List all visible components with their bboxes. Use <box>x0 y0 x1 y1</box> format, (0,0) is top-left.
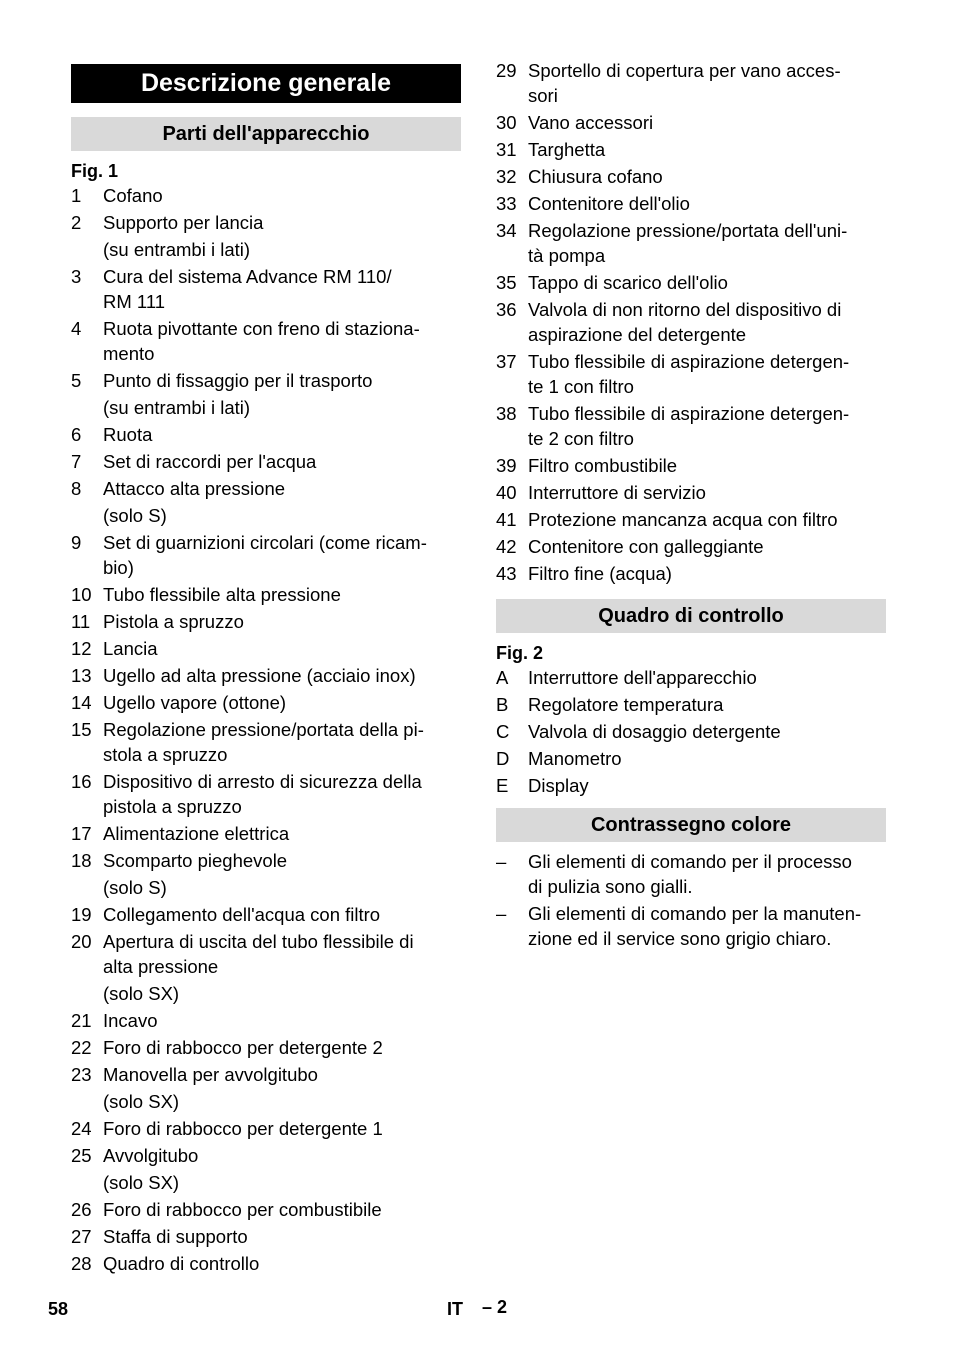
item-number: B <box>496 694 509 715</box>
item-number: 21 <box>71 1010 92 1031</box>
list-item <box>496 349 886 399</box>
parts-list-left <box>71 183 461 1278</box>
item-text: Contenitore dell'olio <box>528 193 690 214</box>
item-number: 7 <box>71 451 82 472</box>
item-text: Filtro combustibile <box>528 455 678 476</box>
item-number: 17 <box>71 823 92 844</box>
list-item <box>71 1089 461 1114</box>
item-number: 26 <box>71 1199 92 1220</box>
list-item <box>71 1224 461 1249</box>
item-text: Cofano <box>103 185 163 206</box>
item-text: Alimentazione elettrica <box>103 823 290 844</box>
list-item <box>496 453 886 478</box>
list-item <box>496 218 886 268</box>
list-item <box>71 264 461 314</box>
item-text: Tappo di scarico dell'olio <box>528 272 728 293</box>
item-number: 31 <box>496 139 517 160</box>
list-item <box>71 1008 461 1033</box>
item-number: 37 <box>496 351 517 372</box>
item-number: 20 <box>71 931 92 952</box>
list-item <box>71 690 461 715</box>
color-code-list <box>496 849 886 953</box>
list-item <box>496 773 886 798</box>
item-number: 16 <box>71 771 92 792</box>
item-number: 11 <box>71 611 91 632</box>
item-text: Lancia <box>103 638 158 659</box>
item-number: 6 <box>71 424 82 445</box>
item-number: – <box>496 851 507 872</box>
item-text: Regolatore temperatura <box>528 694 724 715</box>
section-heading-control-panel: Quadro di controllo <box>496 599 886 633</box>
item-text: Foro di rabbocco per detergente 2 <box>103 1037 383 1058</box>
list-item <box>71 449 461 474</box>
item-text: Quadro di controllo <box>103 1253 260 1274</box>
list-item <box>71 368 461 393</box>
item-text: Interruttore di servizio <box>528 482 706 503</box>
list-item <box>71 636 461 661</box>
list-item <box>71 1143 461 1168</box>
item-number: 4 <box>71 318 82 339</box>
item-text: Apertura di uscita del tubo flessibile di alta pressione <box>103 931 414 977</box>
list-item <box>496 58 886 108</box>
list-item <box>71 981 461 1006</box>
list-item <box>71 395 461 420</box>
list-item <box>496 270 886 295</box>
list-item <box>71 1035 461 1060</box>
item-text: Incavo <box>103 1010 158 1031</box>
list-item <box>71 929 461 979</box>
item-number: 1 <box>71 185 82 206</box>
list-item <box>71 717 461 767</box>
list-item <box>71 663 461 688</box>
item-text: Scomparto pieghevole <box>103 850 288 871</box>
item-text: Ruota pivottante con freno di staziona- mento <box>103 318 420 364</box>
list-item <box>71 769 461 819</box>
page-number: 58 <box>48 1299 69 1319</box>
item-text: Dispositivo di arresto di sicurezza della pistola a spruzzo <box>103 771 422 817</box>
item-text: (solo S) <box>103 505 167 526</box>
item-text: Set di raccordi per l'acqua <box>103 451 317 472</box>
figure-label-1: Fig. 1 <box>71 161 119 181</box>
section-heading-parts: Parti dell'apparecchio <box>71 117 461 151</box>
item-text: Display <box>528 775 589 796</box>
list-item <box>71 503 461 528</box>
item-number: 36 <box>496 299 517 320</box>
list-item <box>496 297 886 347</box>
item-number: 18 <box>71 850 92 871</box>
list-item <box>71 1251 461 1276</box>
list-item <box>71 530 461 580</box>
item-number: 27 <box>71 1226 92 1247</box>
list-item <box>496 719 886 744</box>
item-text: (solo SX) <box>103 983 180 1004</box>
list-item <box>496 901 886 951</box>
list-item <box>71 316 461 366</box>
list-item <box>71 1197 461 1222</box>
item-number: 41 <box>496 509 517 530</box>
item-text: (solo SX) <box>103 1172 180 1193</box>
item-text: Ugello vapore (ottone) <box>103 692 287 713</box>
item-number: 25 <box>71 1145 92 1166</box>
list-item <box>496 110 886 135</box>
list-item <box>496 534 886 559</box>
item-text: Interruttore dell'apparecchio <box>528 667 757 688</box>
list-item <box>496 507 886 532</box>
item-text: Gli elementi di comando per il processo di pulizia sono gialli. <box>528 851 852 897</box>
item-number: 42 <box>496 536 517 557</box>
list-item <box>71 609 461 634</box>
item-text: Gli elementi di comando per la manuten- zione ed il service sono grigio chiaro. <box>528 903 862 949</box>
item-text: Foro di rabbocco per detergente 1 <box>103 1118 383 1139</box>
item-text: Pistola a spruzzo <box>103 611 244 632</box>
list-item <box>71 821 461 846</box>
list-item <box>71 476 461 501</box>
item-number: 30 <box>496 112 517 133</box>
item-text: Protezione mancanza acqua con filtro <box>528 509 838 530</box>
item-text: Targhetta <box>528 139 606 160</box>
item-text: Ruota <box>103 424 153 445</box>
item-number: 5 <box>71 370 82 391</box>
item-number: 3 <box>71 266 82 287</box>
control-panel-list <box>496 665 886 800</box>
list-item <box>71 183 461 208</box>
list-item <box>71 1062 461 1087</box>
item-text: Tubo flessibile di aspirazione detergen- te 2 con filtro <box>528 403 850 449</box>
item-number: 33 <box>496 193 517 214</box>
item-text: Vano accessori <box>528 112 654 133</box>
item-number <box>71 395 103 420</box>
item-number: 22 <box>71 1037 92 1058</box>
list-item <box>496 401 886 451</box>
item-text: Valvola di dosaggio detergente <box>528 721 781 742</box>
item-text: Supporto per lancia <box>103 212 264 233</box>
section-heading-color-code: Contrassegno colore <box>496 808 886 842</box>
item-text: Filtro fine (acqua) <box>528 563 672 584</box>
item-number: 2 <box>71 212 82 233</box>
item-number: 12 <box>71 638 92 659</box>
list-item <box>496 849 886 899</box>
sub-page-number: – 2 <box>482 1297 508 1317</box>
item-number <box>71 981 103 1006</box>
item-text: Staffa di supporto <box>103 1226 248 1247</box>
item-text: Ugello ad alta pressione (acciaio inox) <box>103 665 416 686</box>
item-text: Collegamento dell'acqua con filtro <box>103 904 381 925</box>
item-number: 29 <box>496 60 517 81</box>
item-text: Chiusura cofano <box>528 166 663 187</box>
item-number: 8 <box>71 478 82 499</box>
item-number: – <box>496 903 507 924</box>
item-number <box>71 237 103 262</box>
item-number: 23 <box>71 1064 92 1085</box>
item-text: Foro di rabbocco per combustibile <box>103 1199 382 1220</box>
figure-label-2: Fig. 2 <box>496 643 544 663</box>
item-number: 28 <box>71 1253 92 1274</box>
item-number <box>71 1170 103 1195</box>
item-text: Set di guarnizioni circolari (come ricam- bio) <box>103 532 427 578</box>
item-text: Valvola di non ritorno del dispositivo di aspirazione del detergente <box>528 299 842 345</box>
item-number: 32 <box>496 166 517 187</box>
item-number: 40 <box>496 482 517 503</box>
list-item <box>71 582 461 607</box>
item-number: 10 <box>71 584 92 605</box>
item-number: 43 <box>496 563 517 584</box>
item-text: Sportello di copertura per vano acces- sori <box>528 60 841 106</box>
list-item <box>496 746 886 771</box>
item-number: 39 <box>496 455 517 476</box>
item-text: Avvolgitubo <box>103 1145 199 1166</box>
item-text: Punto di fissaggio per il trasporto <box>103 370 373 391</box>
item-text: (solo SX) <box>103 1091 180 1112</box>
item-text: Manovella per avvolgitubo <box>103 1064 318 1085</box>
item-text: Attacco alta pressione <box>103 478 286 499</box>
item-number: D <box>496 748 510 769</box>
item-text: (solo S) <box>103 877 167 898</box>
item-number: 34 <box>496 220 517 241</box>
list-item <box>496 480 886 505</box>
item-text: Regolazione pressione/portata dell'uni- tà pompa <box>528 220 848 266</box>
item-number: E <box>496 775 509 796</box>
item-number: 13 <box>71 665 92 686</box>
item-number: 15 <box>71 719 92 740</box>
item-text: (su entrambi i lati) <box>103 397 251 418</box>
list-item <box>496 561 886 586</box>
list-item <box>71 875 461 900</box>
parts-list-right <box>496 58 886 588</box>
list-item <box>496 137 886 162</box>
item-text: Contenitore con galleggiante <box>528 536 764 557</box>
item-number <box>71 1089 103 1114</box>
list-item <box>496 665 886 690</box>
item-number: 14 <box>71 692 92 713</box>
list-item <box>71 422 461 447</box>
list-item <box>71 237 461 262</box>
language-code: IT <box>447 1299 463 1319</box>
item-number: 24 <box>71 1118 92 1139</box>
item-number: 9 <box>71 532 82 553</box>
item-number: C <box>496 721 510 742</box>
list-item <box>71 210 461 235</box>
item-text: (su entrambi i lati) <box>103 239 251 260</box>
list-item <box>496 164 886 189</box>
item-number <box>71 503 103 528</box>
item-text: Tubo flessibile di aspirazione detergen- te 1 con filtro <box>528 351 850 397</box>
list-item <box>71 848 461 873</box>
item-text: Cura del sistema Advance RM 110/ RM 111 <box>103 266 392 312</box>
list-item <box>71 1170 461 1195</box>
item-number: 35 <box>496 272 517 293</box>
item-text: Manometro <box>528 748 622 769</box>
item-number: A <box>496 667 509 688</box>
item-number: 19 <box>71 904 92 925</box>
item-text: Tubo flessibile alta pressione <box>103 584 341 605</box>
item-number <box>71 875 103 900</box>
item-text: Regolazione pressione/portata della pi- stola a spruzzo <box>103 719 424 765</box>
list-item <box>71 1116 461 1141</box>
list-item <box>496 692 886 717</box>
list-item <box>71 902 461 927</box>
item-number: 38 <box>496 403 517 424</box>
page-title: Descrizione generale <box>71 64 461 103</box>
list-item <box>496 191 886 216</box>
